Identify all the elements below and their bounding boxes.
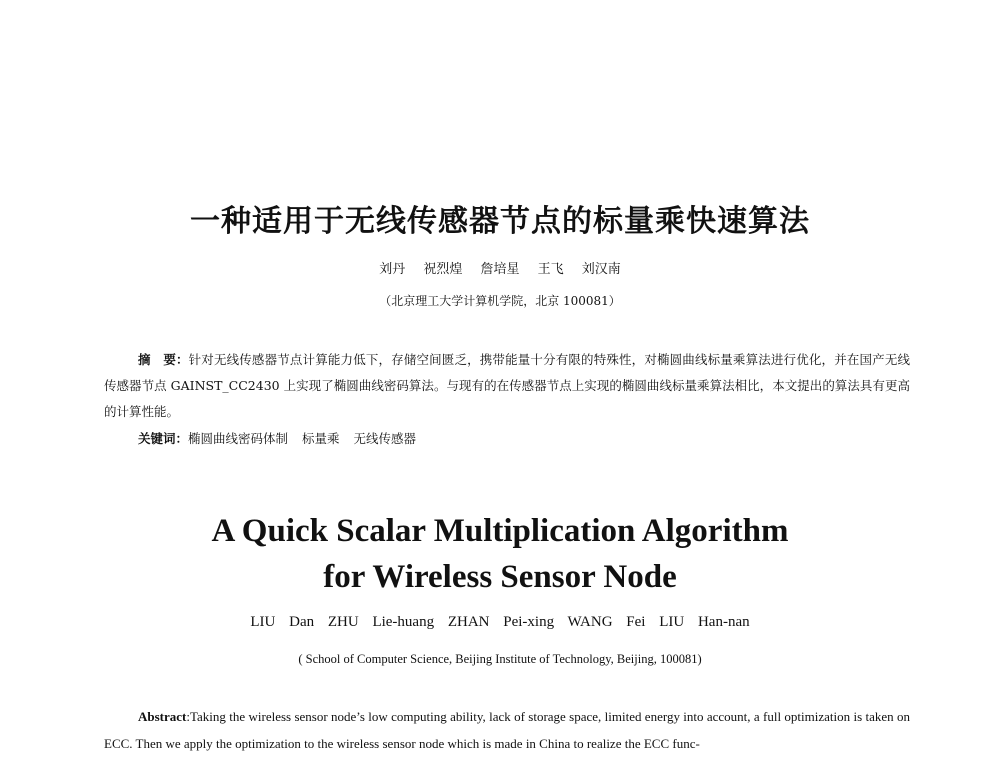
chinese-abstract: [104, 347, 910, 425]
chinese-abstract-label: 摘 要：: [138, 352, 189, 367]
english-abstract-text: :Taking the wireless sensor node’s low computing ability, lack of storage space, limited energy into account, a full optimization is taken on ECC. Then we apply the optimization to the wireless sensor node which is made in China to realize the ECC func-: [104, 709, 910, 751]
english-abstract-label: Abstract: [138, 709, 187, 724]
keyword: 标量乘: [302, 431, 340, 446]
chinese-abstract-text: 针对无线传感器节点计算能力低下，存储空间匮乏，携带能量十分有限的特殊性，对椭圆曲线标量乘算法进行优化，并在国产无线传感器节点 GAINST_CC2430 上实现了椭圆曲线密码算法。与现有的在传感器节点上实现的椭圆曲线标量乘算法相比，本文提出的算法具有更高的计算性能。: [104, 352, 910, 419]
chinese-affiliation: （北京理工大学计算机学院，北京 100081）: [379, 294, 621, 308]
chinese-keywords-label: 关键词：: [138, 431, 189, 446]
english-authors: LIU Dan ZHU Lie-huang ZHAN Pei-xing WANG Fei LIU Han-nan: [250, 614, 750, 630]
english-affiliation: ( School of Computer Science, Beijing Institute of Technology, Beijing, 100081): [298, 652, 702, 666]
chinese-keywords: [138, 429, 908, 447]
chinese-title: 一种适用于无线传感器节点的标量乘快速算法: [190, 204, 810, 239]
chinese-authors: 刘丹 祝烈煌 詹培星 王飞 刘汉南: [379, 262, 621, 277]
keyword: 无线传感器: [353, 431, 417, 446]
english-title: [0, 508, 1000, 600]
english-title-line: A Quick Scalar Multiplication Algorithm: [211, 513, 789, 549]
english-abstract: [104, 703, 910, 757]
english-title-line: for Wireless Sensor Node: [323, 559, 677, 595]
keyword: 椭圆曲线密码体制: [188, 431, 289, 446]
